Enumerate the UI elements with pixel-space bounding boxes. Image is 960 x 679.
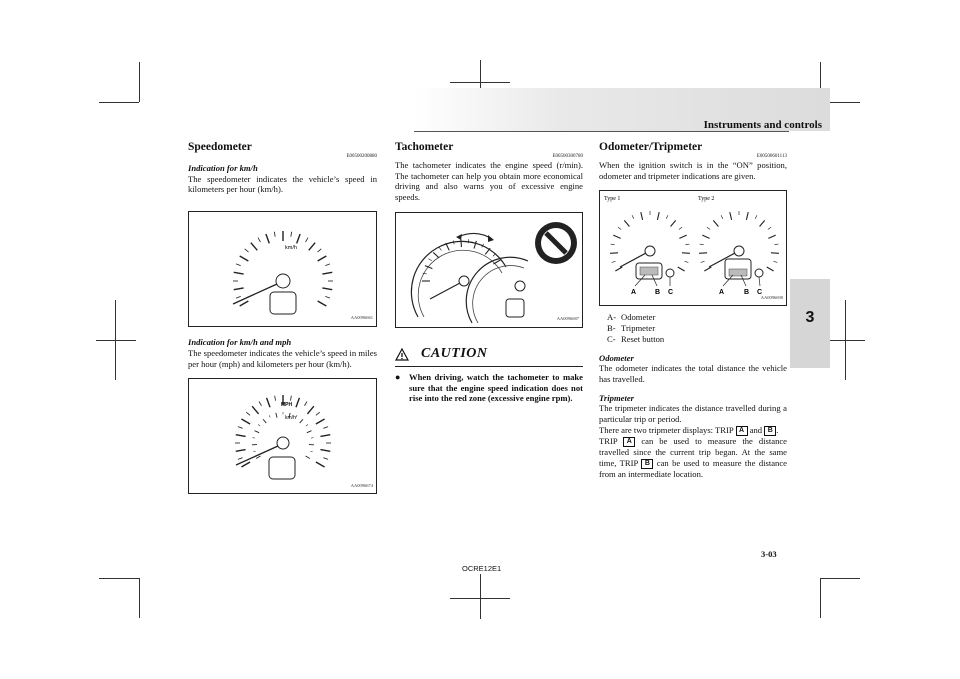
gauge-tick: [306, 456, 310, 459]
gauge-tick: [704, 267, 711, 271]
footer-code: OCRE12E1: [462, 564, 502, 573]
type1-label: Type 1: [604, 196, 621, 203]
gauge-tick: [433, 252, 439, 257]
warning-triangle-icon: [395, 348, 409, 361]
gauge-tick: [767, 267, 774, 271]
gauge-tick: [240, 301, 249, 306]
gauge-tick: [236, 297, 241, 299]
gauge-tick: [666, 216, 668, 220]
gauge-tick: [255, 431, 260, 433]
paragraph: TRIP A can be used to measure the distance travelled since the current trip began. At the same time, TRIP B can be used to measure the distance from an intermediate location.: [599, 435, 788, 479]
gauge-tick: [701, 262, 705, 263]
gauge-tick: [684, 262, 688, 263]
gauge-tick: [256, 456, 260, 459]
gauge-tick: [702, 236, 709, 239]
figure-code: AA0096690: [760, 294, 783, 300]
paragraph: The odometer indicates the total distance the vehicle has travelled.: [599, 363, 787, 384]
gauge-tick: [306, 425, 308, 426]
fig-letter-c: C: [757, 289, 763, 297]
header-title: Instruments and controls: [703, 119, 822, 131]
gauge-tick: [318, 301, 327, 306]
gauge-tick: [474, 241, 476, 249]
gauge-tick: [428, 258, 431, 260]
gauge-tick: [241, 419, 250, 424]
paragraph: When the ignition switch is in the “ON” position, odometer and tripmeter indications are given.: [599, 160, 787, 181]
gauge-tick: [632, 216, 634, 220]
gauge-tick: [246, 412, 250, 415]
gauge-tick: [713, 221, 718, 227]
fig-letter-b: B: [744, 289, 750, 297]
gauge-tick: [275, 396, 276, 401]
gauge-tick: [773, 262, 777, 263]
figure-code: AA0096687: [556, 316, 579, 322]
gauge-tick: [252, 406, 258, 414]
fig-letter-a: A: [719, 289, 725, 297]
odometer-illustration: [600, 191, 786, 305]
caution-text: When driving, watch the tachometer to make sure that the engine speed indication does not rise into the red zone (excessive engine rpm).: [409, 371, 583, 404]
gauge-tick: [259, 402, 262, 406]
gauge-tick: [322, 288, 332, 290]
gauge-tick: [241, 462, 250, 467]
caution-box: [395, 344, 583, 404]
gauge-tick: [267, 398, 270, 407]
gauge-tick: [236, 450, 246, 452]
caution-item: [395, 372, 583, 404]
legend-item: A- Odometer: [607, 312, 656, 323]
subheading: Tripmeter: [599, 392, 635, 403]
gauge-tick: [318, 256, 327, 261]
gauge-tick: [493, 253, 496, 256]
paragraph: The tachometer indicates the engine speed (r/min). The tachometer can help you obtain more economical driving and also warns you of excessive engine speeds.: [395, 160, 583, 203]
gauge-unit-label: km/h: [285, 245, 297, 252]
gauge-tick: [774, 244, 778, 245]
gauge-tick: [439, 247, 441, 250]
gauge-tick: [309, 243, 315, 251]
legend-item: B- Tripmeter: [607, 323, 656, 334]
gauge-tick: [236, 435, 246, 437]
gauge-tick: [323, 427, 328, 429]
gauge-tick: [274, 232, 275, 237]
figure-code: AA0096661: [350, 315, 373, 321]
gauge-tick: [296, 416, 297, 418]
gauge-tick: [461, 239, 462, 247]
gauge-tick: [657, 212, 659, 220]
crop-mark: [820, 578, 860, 579]
gauge-tick: [322, 272, 332, 274]
gauge-tick: [240, 256, 249, 261]
gauge-tick: [316, 412, 320, 415]
gauge-tick: [679, 228, 682, 230]
subheading: Indication for km/h and mph: [188, 337, 292, 348]
subheading: Odometer: [599, 352, 634, 363]
gauge-tick: [291, 232, 292, 237]
section-title: Tachometer: [395, 141, 454, 153]
gauge-tick: [307, 431, 312, 433]
gauge-tick: [258, 425, 260, 426]
paragraph: The speedometer indicates the vehicle’s speed in kilometers per hour (km/h).: [188, 173, 377, 195]
gauge-tick: [730, 212, 732, 220]
gauge-tick: [310, 451, 312, 452]
gauge-tick: [624, 221, 629, 227]
page-number: 3-03: [761, 549, 777, 559]
gauge-tick: [612, 262, 616, 263]
gauge-tick: [755, 216, 757, 220]
crop-mark: [450, 598, 510, 599]
gauge-kmh-label: km/h: [285, 415, 296, 422]
gauge-tick: [679, 236, 686, 239]
gauge-tick: [316, 462, 325, 467]
crop-mark: [450, 82, 510, 83]
gauge-tick: [234, 288, 244, 290]
gauge-tick: [266, 234, 269, 243]
type2-label: Type 2: [698, 196, 715, 203]
crop-mark: [480, 574, 481, 619]
gauge-tick: [768, 236, 775, 239]
figure-code: AA0096674: [350, 482, 373, 488]
crop-mark: [99, 578, 139, 579]
crop-mark: [820, 578, 821, 618]
gauge-tick: [700, 244, 704, 245]
gauge-tick: [296, 398, 299, 407]
gauge-tick: [325, 264, 330, 266]
gauge-tick: [245, 249, 249, 252]
gauge-tick: [485, 248, 490, 254]
gauge-tick: [297, 234, 300, 243]
gauge-tick: [446, 243, 449, 250]
crop-mark: [96, 340, 136, 341]
gauge-tick: [307, 406, 313, 414]
gauge-tick: [316, 419, 325, 424]
legend-item: C- Reset button: [607, 333, 665, 344]
crop-mark: [99, 102, 139, 103]
gauge-tick: [306, 238, 309, 242]
crop-mark: [825, 340, 865, 341]
gauge-tick: [251, 243, 257, 251]
speedometer-mph-gauge: [189, 379, 376, 493]
gauge-tick: [615, 267, 622, 271]
fig-letter-b: B: [655, 289, 661, 297]
gauge-tick: [768, 228, 771, 230]
trip-a-key-icon: A: [736, 426, 748, 436]
gauge-tick: [641, 212, 643, 220]
trip-b-key-icon: B: [641, 459, 653, 469]
caution-title: CAUTION: [421, 346, 488, 362]
gauge-tick: [611, 244, 615, 245]
gauge-tick: [325, 297, 330, 299]
subheading: Indication for km/h: [188, 163, 258, 173]
gauge-tick: [618, 228, 621, 230]
gauge-tick: [721, 216, 723, 220]
section-code: E00500200880: [346, 154, 377, 159]
gauge-tick: [320, 435, 330, 437]
odometer-figure: [599, 190, 787, 306]
gauge-tick: [263, 419, 266, 423]
gauge-tick: [238, 458, 243, 460]
gauge-tick: [317, 249, 321, 252]
gauge-tick: [323, 458, 328, 460]
gauge-mph-label: MPH: [281, 402, 293, 409]
paragraph: There are two tripmeter displays: TRIP A and B .: [599, 424, 779, 435]
gauge-tick: [613, 236, 620, 239]
caution-header: [395, 344, 583, 367]
tachometer-illustration: [396, 213, 582, 327]
gauge-tick: [300, 419, 303, 423]
tachometer-figure: [395, 212, 583, 328]
gauge-tick: [685, 244, 689, 245]
page-header: [414, 88, 830, 131]
gauge-tick: [760, 221, 765, 227]
speedometer-kmh-gauge: [189, 212, 376, 326]
speedometer-mph-figure: [188, 378, 377, 494]
crop-mark: [139, 62, 140, 102]
section-code: E00500601113: [756, 154, 787, 159]
gauge-tick: [320, 450, 330, 452]
gauge-tick: [269, 416, 270, 418]
crop-mark: [139, 578, 140, 618]
paragraph: The tripmeter indicates the distance travelled during a particular trip or period.: [599, 403, 787, 425]
odometer-section: [599, 141, 787, 479]
paragraph: The speedometer indicates the vehicle’s speed in miles per hour (mph) and kilometers per hour (km/h).: [188, 347, 377, 369]
gauge-tick: [678, 267, 685, 271]
gauge-tick: [671, 221, 676, 227]
bullet-icon: ●: [395, 371, 401, 382]
trip-b-key-icon: B: [764, 426, 776, 436]
section-title: Speedometer: [188, 141, 252, 153]
gauge-tick: [305, 402, 308, 406]
chapter-number: 3: [805, 309, 815, 326]
speedometer-section: [188, 141, 377, 494]
gauge-tick: [746, 212, 748, 220]
tachometer-section: [395, 141, 583, 404]
header-rule: [414, 131, 789, 132]
gauge-tick: [234, 272, 244, 274]
gauge-tick: [290, 396, 291, 401]
legend-list: [607, 312, 787, 344]
fig-letter-c: C: [668, 289, 674, 297]
speedometer-kmh-figure: [188, 211, 377, 327]
gauge-tick: [276, 413, 277, 418]
chapter-tab: [790, 279, 830, 368]
fig-letter-a: A: [631, 289, 637, 297]
gauge-tick: [707, 228, 710, 230]
trip-a-key-icon: A: [623, 437, 635, 447]
section-code: E00500300780: [552, 154, 583, 159]
gauge-tick: [236, 264, 241, 266]
gauge-tick: [258, 238, 261, 242]
section-title: Odometer/Tripmeter: [599, 141, 703, 153]
gauge-tick: [253, 451, 255, 452]
gauge-tick: [238, 427, 243, 429]
